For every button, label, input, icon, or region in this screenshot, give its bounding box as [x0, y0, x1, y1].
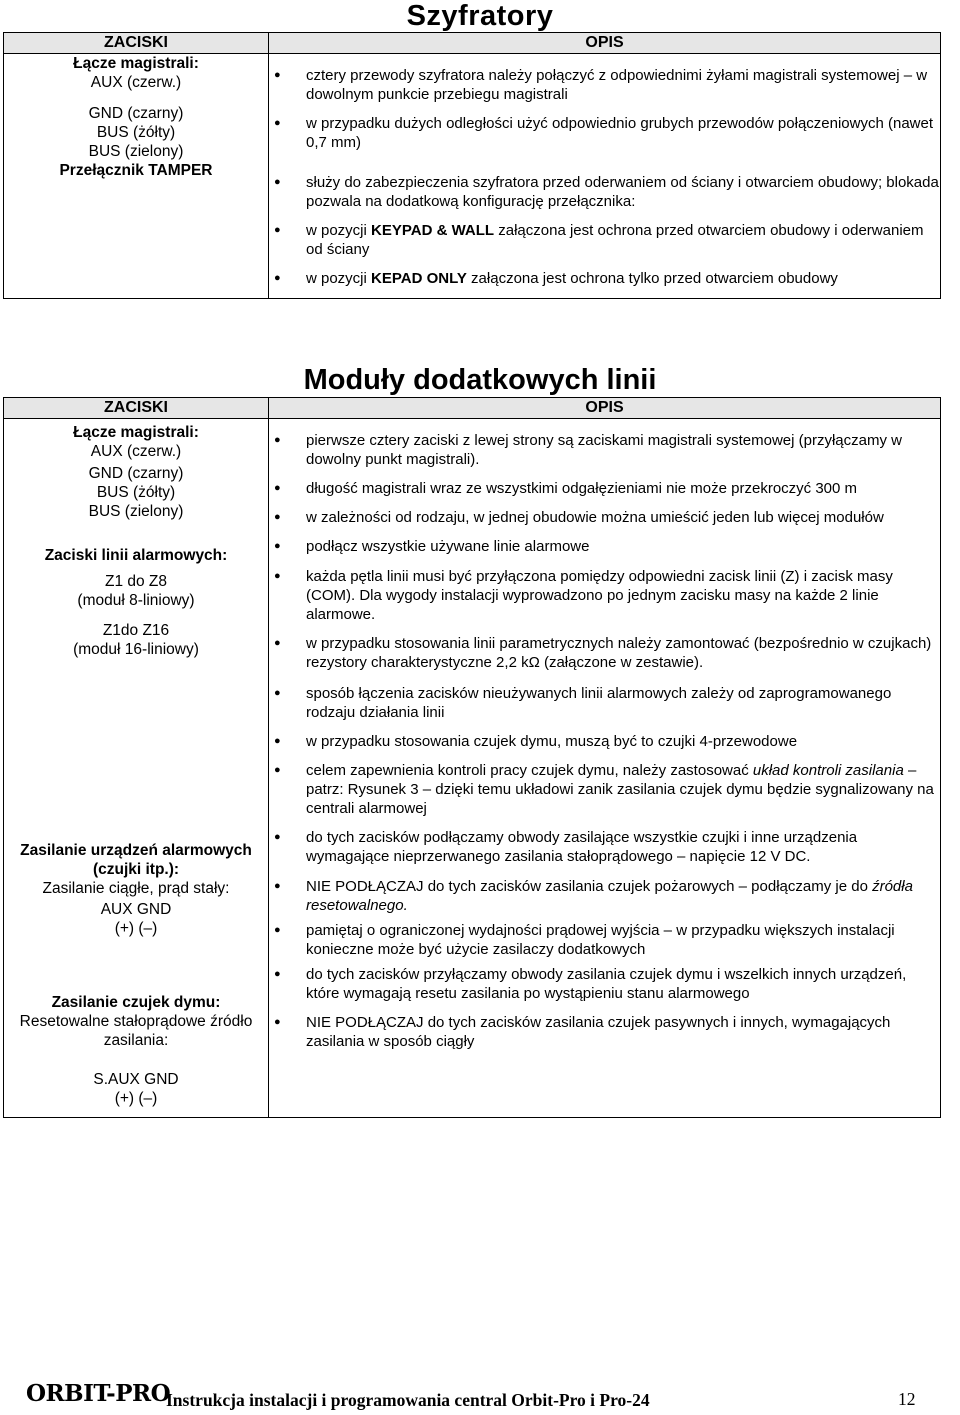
description-item: ● sposób łączenia zacisków nieużywanych linii alarmowych zależy od zaprogramowanego rodzaju działania linii — [269, 684, 940, 722]
page-number: 12 — [898, 1389, 916, 1409]
header-opis: OPIS — [269, 33, 941, 54]
terminal-label: (+) (–) — [114, 920, 158, 937]
terminal-label: BUS (żółty) — [96, 124, 176, 141]
description-item: ● służy do zabezpieczenia szyfratora przed oderwaniem od ściany i otwarciem obudowy; blokada pozwala na dodatkową konfigurację przełącznika: — [269, 173, 940, 211]
description-item: ● długość magistrali wraz ze wszystkimi odgałęzieniami nie może przekroczyć 300 m — [269, 479, 940, 498]
header-zaciski: ZACISKI — [4, 398, 269, 419]
terminal-label: S.AUX GND — [93, 1071, 179, 1088]
description-item: ● w przypadku dużych odległości użyć odpowiednio grubych przewodów połączeniowych (nawet 0,7 mm) — [269, 114, 940, 152]
terminals-cell — [4, 419, 269, 1118]
description-item: ● każda pętla linii musi być przyłączona pomiędzy odpowiedni zacisk linii (Z) i zacisk masy (COM). Dla wygody instalacji wyprowadzono po jednym zacisku masy na każde 2 linie alarmowe. — [269, 567, 940, 624]
header-opis: OPIS — [269, 398, 941, 419]
description-item: ● NIE PODŁĄCZAJ do tych zacisków zasilania czujek pożarowych – podłączamy je do źródła resetowalnego. — [269, 877, 940, 915]
terminal-label: Zaciski linii alarmowych: — [44, 547, 228, 564]
description-item: ● w pozycji KEYPAD & WALL załączona jest ochrona przed otwarciem obudowy i oderwaniem od ściany — [269, 221, 940, 259]
description-item: ● do tych zacisków przyłączamy obwody zasilania czujek dymu i wszelkich innych urządzeń, które wymagają resetu zasilania po wystąpieniu stanu alarmowego — [269, 965, 940, 1003]
terminal-label: (moduł 8-liniowy) — [77, 592, 195, 609]
description-item: ● podłącz wszystkie używane linie alarmowe — [269, 537, 940, 556]
terminal-label: (moduł 16-liniowy) — [73, 641, 199, 658]
footer-title: Instrukcja instalacji i programowania central Orbit-Pro i Pro-24 — [166, 1390, 650, 1410]
terminal-label: Z1 do Z8 — [104, 573, 168, 590]
terminal-label: Przełącznik TAMPER — [59, 162, 213, 179]
header-zaciski: ZACISKI — [4, 33, 269, 54]
terminal-label: Zasilanie ciągłe, prąd stały: — [42, 880, 230, 897]
terminal-label: AUX (czerw.) — [90, 74, 182, 91]
terminal-label: AUX (czerw.) — [90, 443, 182, 460]
terminal-label: BUS (zielony) — [88, 143, 184, 160]
description-item: ● celem zapewnienia kontroli pracy czujek dymu, należy zastosować układ kontroli zasilania – patrz: Rysunek 3 – dzięki temu układowi zanik zasilania czujek dymu będzie sygnalizowany na centrali alarmowej — [269, 761, 940, 818]
terminal-label: Łącze magistrali: — [73, 55, 199, 72]
description-item: ● w zależności od rodzaju, w jednej obudowie można umieścić jeden lub więcej modułów — [269, 508, 940, 527]
description-cell — [269, 419, 941, 1118]
description-item: ● w przypadku stosowania czujek dymu, muszą być to czujki 4-przewodowe — [269, 732, 940, 751]
description-item: ● cztery przewody szyfratora należy połączyć z odpowiednimi żyłami magistrali systemowej – w dowolnym punkcie przebiegu magistrali — [269, 66, 940, 104]
section-title-szyfratory: Szyfratory — [406, 0, 554, 32]
section-title-moduly: Moduły dodatkowych linii — [303, 364, 657, 396]
table-szyfratory — [3, 32, 941, 299]
terminal-label: Zasilanie czujek dymu: — [51, 994, 221, 1011]
terminal-label: BUS (żółty) — [96, 484, 176, 501]
terminal-label: AUX GND — [100, 901, 172, 918]
terminals-cell — [4, 54, 269, 299]
page-footer — [0, 1375, 960, 1415]
terminal-label: Resetowalne stałoprądowe źródło zasilania: — [19, 1013, 253, 1049]
terminal-label: GND (czarny) — [88, 105, 184, 122]
table-moduly — [3, 397, 941, 1118]
orbit-pro-logo: ORBIT-PRO — [26, 1380, 171, 1407]
description-item: ● do tych zacisków podłączamy obwody zasilające wszystkie czujki i inne urządzenia wymagające nieprzerwanego zasilania stałoprądowego – napięcie 12 V DC. — [269, 828, 940, 866]
description-item: ● w pozycji KEPAD ONLY załączona jest ochrona tylko przed otwarciem obudowy — [269, 269, 940, 288]
terminal-label: Z1do Z16 — [102, 622, 170, 639]
description-item: ● pamiętaj o ograniczonej wydajności prądowej wyjścia – w przypadku większych instalacji konieczne może być użycie zasilaczy dodatkowych — [269, 921, 940, 959]
description-item: ● NIE PODŁĄCZAJ do tych zacisków zasilania czujek pasywnych i innych, wymagających zasilania w sposób ciągły — [269, 1013, 940, 1051]
description-item: ● w przypadku stosowania linii parametrycznych należy zamontować (bezpośrednio w czujkach) rezystory charakterystyczne 2,2 kΩ (załączone w zestawie). — [269, 634, 940, 672]
terminal-label: (+) (–) — [114, 1090, 158, 1107]
description-item: ● pierwsze cztery zaciski z lewej strony są zaciskami magistrali systemowej (przyłączamy w dowolny punkt magistrali). — [269, 431, 940, 469]
terminal-label: BUS (zielony) — [88, 503, 184, 520]
terminal-label: Łącze magistrali: — [73, 424, 199, 441]
terminal-label: GND (czarny) — [88, 465, 184, 482]
terminal-label: Zasilanie urządzeń alarmowych (czujki itp.): — [20, 842, 252, 878]
description-cell — [269, 54, 941, 299]
